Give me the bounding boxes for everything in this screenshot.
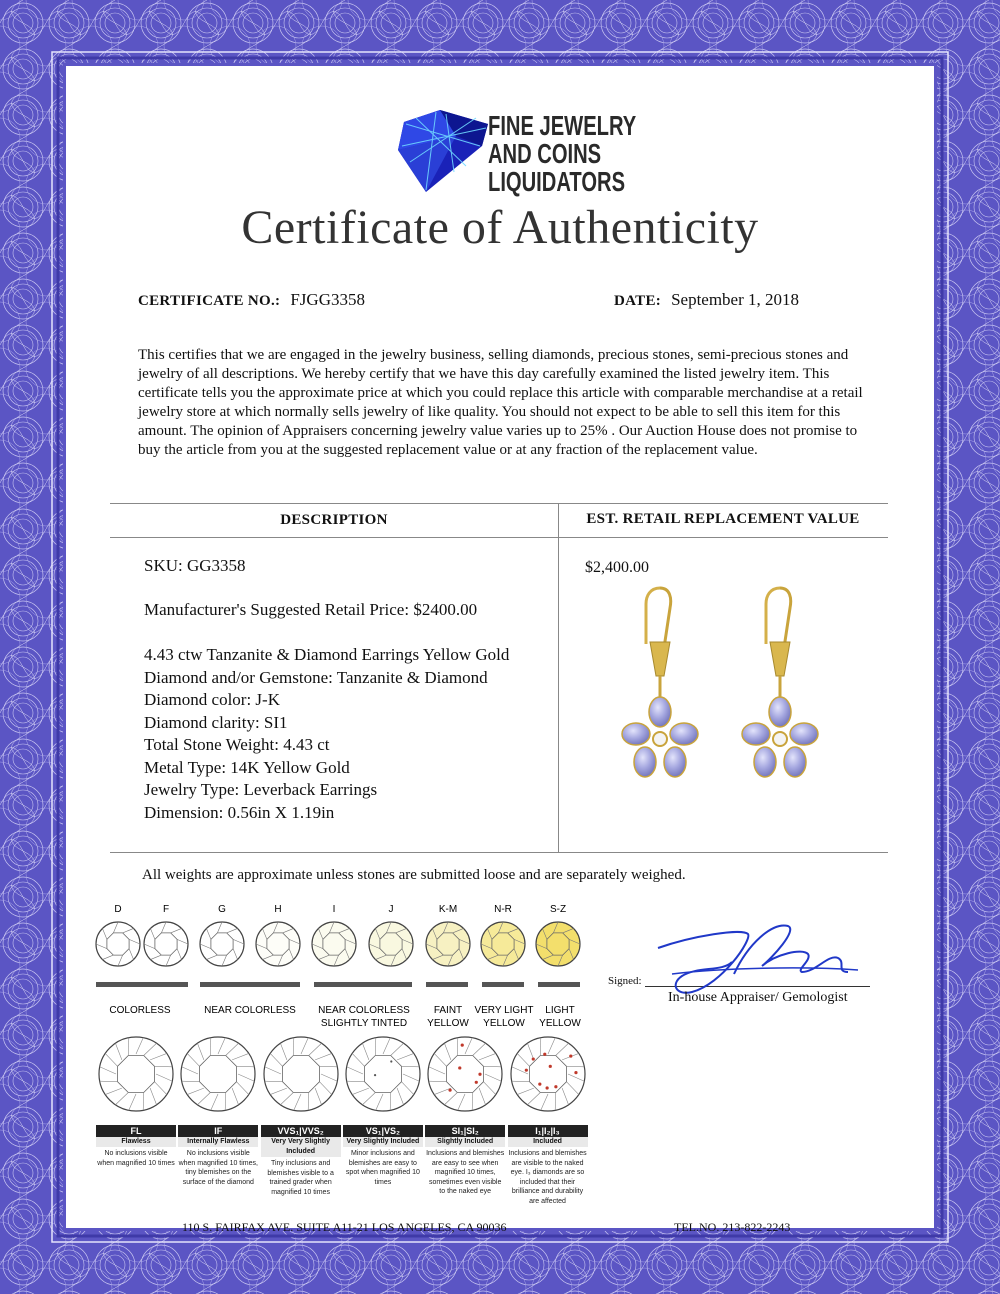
clarity-grade-column [508,1034,588,1206]
clarity-diamond-diagram [343,1034,423,1114]
color-group-bracket [314,982,412,987]
clarity-diamond-diagram [178,1034,258,1114]
item-details [144,644,509,824]
clarity-grade-note: Tiny inclusions and blemishes visible to a trained grader when magnified 10 times [267,1160,334,1196]
table-column-divider [558,503,559,853]
color-group-label: SLIGHTLY TINTED [320,1018,408,1029]
clarity-grade-note: Inclusions and blemishes are visible to the naked eye. I₃ diamonds are so included that their brilliance and durability are affected [508,1150,587,1205]
color-grade-label: S-Z [549,904,567,915]
color-grade-stone [369,922,413,966]
clarity-grade-note: Minor inclusions and blemishes are easy to spot when magnified 10 times [345,1150,420,1186]
earrings-product-image [600,584,840,804]
color-grade-stone [96,922,140,966]
weights-note: All weights are approximate unless stones are submitted loose and are separately weighed. [142,867,686,883]
clarity-grade-name: Very Very Slightly Included [261,1137,341,1157]
color-grade-label: I [332,904,336,915]
color-grade-label: H [274,904,282,915]
clarity-grade-note: No inclusions visible when magnified 10 times [97,1150,175,1167]
color-group-label: COLORLESS [109,1005,171,1016]
certificate-date: September 1, 2018 [671,290,800,309]
appraiser-role: In-house Appraiser/ Gemologist [668,990,848,1005]
sku: SKU: GG3358 [144,556,246,575]
clarity-grade-note: Inclusions and blemishes are easy to see when magnified 10 times, sometimes even visible to the naked eye [426,1150,505,1195]
clarity-grade-note: No inclusions visible when magnified 10 times, tiny blemishes on the surface of the diamond [178,1150,258,1186]
table-header-rule [110,537,888,538]
certification-statement: This certifies that we are engaged in the jewelry business, selling diamonds, precious stones, semi-precious stones and jewelry of all descriptions. We hereby certify that we have this day carefully examined the listed jewelry item. This certificate tells you the approximate price at which you could replace this article with comparable merchandise at a retail jewelry store at which normally sells jewelry of like quality. You should not expect to be able to sell this item for this amount. The opinion of Appraisers concerning jewelry value varies up to 25% . Our Auction House does not promise to buy the article from you at the suggested replacement value or at any fraction of the replacement value. [138,347,863,458]
color-group-bracket [426,982,468,987]
logo-line-3: LIQUIDATORS [488,166,626,197]
clarity-grade-column [343,1034,423,1187]
footer-address: 110 S. FAIRFAX AVE. SUITE A11-21 LOS ANGELES, CA 90036 [182,1220,507,1234]
certificate-number: FJGG3358 [290,290,365,309]
clarity-diamond-diagram [508,1034,588,1114]
footer-phone: TEL.NO. 213-822-2243 [674,1220,791,1234]
date-label: DATE: [614,293,662,309]
color-scale-graphic [92,898,592,1038]
clarity-grade-code: I₁|I₂|I₃ [508,1125,588,1137]
clarity-grade-code: VS₁|VS₂ [343,1125,423,1137]
color-grade-stone [312,922,356,966]
diamond-clarity-scale [96,1034,590,1214]
color-group-bracket [200,982,300,987]
clarity-grade-column [96,1034,176,1168]
clarity-diamond-diagram [261,1034,341,1114]
detail-line: Diamond and/or Gemstone: Tanzanite & Diamond [144,667,488,687]
clarity-grade-code: VVS₁|VVS₂ [261,1125,341,1137]
description-header: DESCRIPTION [280,512,388,528]
clarity-grade-name: Internally Flawless [178,1137,258,1147]
signed-label: Signed: [608,975,642,987]
clarity-grade-name: Slightly Included [425,1137,505,1147]
logo-line-1: FINE JEWELRY [488,110,637,141]
table-top-rule [110,503,888,504]
detail-line: Dimension: 0.56in X 1.19in [144,802,335,822]
color-grade-stone [144,922,188,966]
color-group-bracket [96,982,188,987]
clarity-grade-column [425,1034,505,1197]
detail-line: Diamond clarity: SI1 [144,712,288,732]
msrp: Manufacturer's Suggested Retail Price: $2400.00 [144,600,478,619]
color-grade-label: F [162,904,170,915]
value-header: EST. RETAIL REPLACEMENT VALUE [586,511,860,527]
clarity-diamond-diagram [96,1034,176,1114]
color-grade-label: K-M [438,904,458,915]
color-group-label: VERY LIGHT [474,1005,534,1016]
color-group-label: YELLOW [483,1018,525,1029]
clarity-grade-code: FL [96,1125,176,1137]
logo-line-2: AND COINS [488,138,602,169]
color-grade-stone [200,922,244,966]
detail-line: Total Stone Weight: 4.43 ct [144,735,330,754]
gem-logo-icon [396,106,492,192]
clarity-grade-column [261,1034,341,1197]
color-grade-stone [256,922,300,966]
detail-line: Diamond color: J-K [144,690,280,709]
color-grade-label: D [114,904,122,915]
clarity-grade-name: Flawless [96,1137,176,1147]
color-grade-label: N-R [494,904,512,915]
color-group-label: FAINT [433,1005,463,1016]
diamond-color-scale [92,898,592,1038]
color-grade-stone [481,922,525,966]
certificate-number-label: CERTIFICATE NO.: [138,293,281,309]
clarity-grade-name: Very Slightly Included [343,1137,423,1147]
certificate-number-row [138,290,365,310]
detail-line: Metal Type: 14K Yellow Gold [144,757,350,777]
color-group-bracket [482,982,524,987]
clarity-grade-column [178,1034,258,1187]
clarity-grade-code: SI₁|SI₂ [425,1125,505,1137]
clarity-grade-code: IF [178,1125,258,1137]
detail-line: Jewelry Type: Leverback Earrings [144,780,378,799]
clarity-diamond-diagram [425,1034,505,1114]
color-grade-label: J [388,904,394,915]
color-group-label: LIGHT [545,1005,575,1016]
color-group-label: YELLOW [539,1018,581,1029]
replacement-value: $2,400.00 [585,559,649,576]
color-grade-stone [426,922,470,966]
clarity-grade-name: Included [508,1137,588,1147]
detail-line: 4.43 ctw Tanzanite & Diamond Earrings Yellow Gold [144,645,510,664]
color-group-label: YELLOW [427,1018,469,1029]
color-group-label: NEAR COLORLESS [318,1005,410,1016]
page-title: Certificate of Authenticity [241,201,759,254]
certificate-date-row [614,290,799,310]
color-group-bracket [538,982,580,987]
color-group-label: NEAR COLORLESS [204,1005,296,1016]
color-grade-label: G [218,904,226,915]
table-bottom-rule [110,852,888,853]
color-grade-stone [536,922,580,966]
